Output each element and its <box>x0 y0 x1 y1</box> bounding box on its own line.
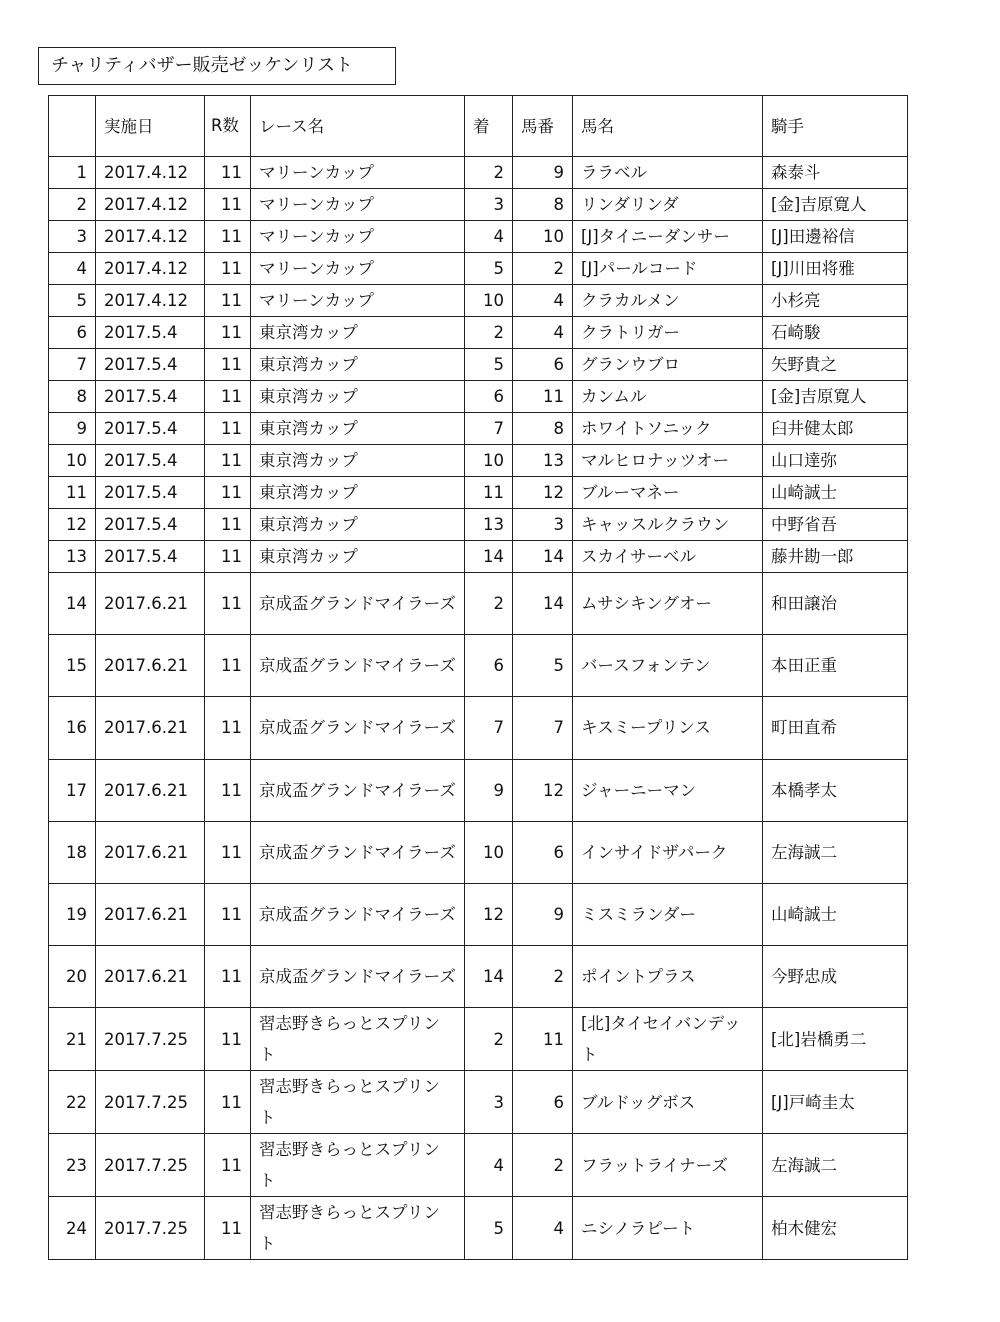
cell-horse-number: 14 <box>513 541 573 573</box>
cell-date: 2017.5.4 <box>96 349 205 381</box>
cell-horse-number: 10 <box>513 221 573 253</box>
cell-race-name: 東京湾カップ <box>251 381 465 413</box>
cell-finish: 9 <box>465 759 513 821</box>
cell-finish: 10 <box>465 285 513 317</box>
table-row <box>49 157 908 189</box>
cell-date: 2017.5.4 <box>96 381 205 413</box>
cell-row-number: 17 <box>49 759 96 821</box>
cell-race-name: マリーンカップ <box>251 221 465 253</box>
cell-horse-number: 8 <box>513 189 573 221</box>
cell-finish: 7 <box>465 413 513 445</box>
cell-horse-number: 4 <box>513 1197 573 1260</box>
table-row <box>49 573 908 635</box>
cell-race-name: 東京湾カップ <box>251 413 465 445</box>
cell-finish: 12 <box>465 883 513 945</box>
table-row <box>49 883 908 945</box>
table-row <box>49 759 908 821</box>
cell-row-number: 20 <box>49 946 96 1008</box>
cell-jockey: 左海誠二 <box>763 1134 908 1197</box>
cell-jockey: 小杉亮 <box>763 285 908 317</box>
cell-race-name: マリーンカップ <box>251 285 465 317</box>
cell-date: 2017.6.21 <box>96 635 205 697</box>
cell-date: 2017.6.21 <box>96 697 205 759</box>
table-row <box>49 349 908 381</box>
cell-race-number: 11 <box>205 635 251 697</box>
cell-jockey: 柏木健宏 <box>763 1197 908 1260</box>
cell-race-number: 11 <box>205 759 251 821</box>
cell-date: 2017.6.21 <box>96 759 205 821</box>
cell-horse-name: バースフォンテン <box>573 635 763 697</box>
cell-date: 2017.7.25 <box>96 1134 205 1197</box>
table-row <box>49 635 908 697</box>
cell-horse-number: 5 <box>513 635 573 697</box>
cell-horse-name: [J]タイニーダンサー <box>573 221 763 253</box>
cell-horse-name: インサイドザパーク <box>573 821 763 883</box>
cell-finish: 4 <box>465 221 513 253</box>
cell-race-name: 京成盃グランドマイラーズ <box>251 573 465 635</box>
cell-horse-number: 2 <box>513 1134 573 1197</box>
cell-race-name: 東京湾カップ <box>251 317 465 349</box>
cell-horse-name: ブルドッグボス <box>573 1071 763 1134</box>
cell-date: 2017.6.21 <box>96 883 205 945</box>
cell-horse-name: グランウブロ <box>573 349 763 381</box>
table-row <box>49 317 908 349</box>
cell-jockey: 山崎誠士 <box>763 477 908 509</box>
cell-horse-name: ミスミランダー <box>573 883 763 945</box>
cell-finish: 14 <box>465 541 513 573</box>
cell-race-name: 京成盃グランドマイラーズ <box>251 883 465 945</box>
cell-horse-name: クラカルメン <box>573 285 763 317</box>
cell-date: 2017.5.4 <box>96 413 205 445</box>
cell-jockey: [北]岩橋勇二 <box>763 1008 908 1071</box>
cell-jockey: 和田譲治 <box>763 573 908 635</box>
cell-date: 2017.4.12 <box>96 253 205 285</box>
cell-date: 2017.7.25 <box>96 1071 205 1134</box>
document-title: チャリティバザー販売ゼッケンリスト <box>38 47 396 85</box>
cell-finish: 13 <box>465 509 513 541</box>
table-row <box>49 541 908 573</box>
cell-horse-number: 12 <box>513 477 573 509</box>
cell-race-name: 習志野きらっとスプリント <box>251 1071 465 1134</box>
cell-jockey: 石崎駿 <box>763 317 908 349</box>
cell-horse-number: 8 <box>513 413 573 445</box>
cell-horse-name: キャッスルクラウン <box>573 509 763 541</box>
cell-horse-number: 6 <box>513 821 573 883</box>
cell-horse-number: 7 <box>513 697 573 759</box>
cell-horse-name: ムサシキングオー <box>573 573 763 635</box>
cell-jockey: 中野省吾 <box>763 509 908 541</box>
cell-row-number: 12 <box>49 509 96 541</box>
cell-horse-name: キスミープリンス <box>573 697 763 759</box>
cell-date: 2017.7.25 <box>96 1008 205 1071</box>
cell-horse-number: 12 <box>513 759 573 821</box>
cell-race-name: 習志野きらっとスプリント <box>251 1197 465 1260</box>
cell-row-number: 6 <box>49 317 96 349</box>
cell-row-number: 8 <box>49 381 96 413</box>
cell-jockey: 矢野貴之 <box>763 349 908 381</box>
header-horse-number: 馬番 <box>513 96 573 157</box>
cell-row-number: 3 <box>49 221 96 253</box>
cell-finish: 5 <box>465 1197 513 1260</box>
cell-jockey: 森泰斗 <box>763 157 908 189</box>
cell-race-number: 11 <box>205 445 251 477</box>
cell-row-number: 10 <box>49 445 96 477</box>
cell-jockey: [金]吉原寛人 <box>763 189 908 221</box>
cell-row-number: 7 <box>49 349 96 381</box>
cell-date: 2017.6.21 <box>96 821 205 883</box>
cell-jockey: [J]戸崎圭太 <box>763 1071 908 1134</box>
cell-horse-number: 4 <box>513 285 573 317</box>
table-row <box>49 477 908 509</box>
cell-finish: 4 <box>465 1134 513 1197</box>
cell-finish: 2 <box>465 573 513 635</box>
cell-horse-name: リンダリンダ <box>573 189 763 221</box>
cell-horse-name: ブルーマネー <box>573 477 763 509</box>
cell-race-number: 11 <box>205 883 251 945</box>
header-no <box>49 96 96 157</box>
cell-race-name: マリーンカップ <box>251 157 465 189</box>
cell-finish: 14 <box>465 946 513 1008</box>
cell-jockey: 藤井勘一郎 <box>763 541 908 573</box>
cell-finish: 2 <box>465 1008 513 1071</box>
cell-jockey: 左海誠二 <box>763 821 908 883</box>
cell-race-number: 11 <box>205 349 251 381</box>
cell-date: 2017.5.4 <box>96 317 205 349</box>
header-race-name: レース名 <box>251 96 465 157</box>
header-jockey: 騎手 <box>763 96 908 157</box>
cell-date: 2017.7.25 <box>96 1197 205 1260</box>
header-date: 実施日 <box>96 96 205 157</box>
cell-horse-number: 9 <box>513 157 573 189</box>
cell-race-number: 11 <box>205 1134 251 1197</box>
cell-row-number: 1 <box>49 157 96 189</box>
cell-race-number: 11 <box>205 573 251 635</box>
cell-horse-number: 13 <box>513 445 573 477</box>
cell-row-number: 18 <box>49 821 96 883</box>
cell-race-name: マリーンカップ <box>251 253 465 285</box>
cell-race-number: 11 <box>205 1008 251 1071</box>
cell-horse-name: [北]タイセイバンデット <box>573 1008 763 1071</box>
cell-horse-name: ララベル <box>573 157 763 189</box>
cell-jockey: [J]川田将雅 <box>763 253 908 285</box>
cell-finish: 2 <box>465 157 513 189</box>
cell-horse-number: 2 <box>513 946 573 1008</box>
cell-race-number: 11 <box>205 477 251 509</box>
cell-finish: 6 <box>465 635 513 697</box>
cell-horse-number: 11 <box>513 1008 573 1071</box>
cell-finish: 3 <box>465 1071 513 1134</box>
cell-row-number: 14 <box>49 573 96 635</box>
cell-horse-name: クラトリガー <box>573 317 763 349</box>
cell-date: 2017.6.21 <box>96 946 205 1008</box>
table-row <box>49 381 908 413</box>
table-row <box>49 697 908 759</box>
cell-race-number: 11 <box>205 317 251 349</box>
cell-race-number: 11 <box>205 1197 251 1260</box>
table-row <box>49 1197 908 1260</box>
cell-race-name: 京成盃グランドマイラーズ <box>251 697 465 759</box>
cell-row-number: 23 <box>49 1134 96 1197</box>
cell-jockey: 臼井健太郎 <box>763 413 908 445</box>
cell-jockey: [金]吉原寛人 <box>763 381 908 413</box>
cell-jockey: 今野忠成 <box>763 946 908 1008</box>
cell-row-number: 24 <box>49 1197 96 1260</box>
header-race-number: R数 <box>205 96 251 157</box>
cell-jockey: 山崎誠士 <box>763 883 908 945</box>
cell-race-name: 京成盃グランドマイラーズ <box>251 635 465 697</box>
cell-horse-name: カンムル <box>573 381 763 413</box>
cell-horse-number: 11 <box>513 381 573 413</box>
cell-date: 2017.4.12 <box>96 189 205 221</box>
cell-horse-number: 6 <box>513 1071 573 1134</box>
cell-race-name: 京成盃グランドマイラーズ <box>251 759 465 821</box>
cell-horse-number: 6 <box>513 349 573 381</box>
cell-row-number: 16 <box>49 697 96 759</box>
cell-race-number: 11 <box>205 821 251 883</box>
cell-row-number: 4 <box>49 253 96 285</box>
cell-race-name: 京成盃グランドマイラーズ <box>251 946 465 1008</box>
cell-jockey: 町田直希 <box>763 697 908 759</box>
cell-race-number: 11 <box>205 697 251 759</box>
cell-race-number: 11 <box>205 157 251 189</box>
table-row <box>49 285 908 317</box>
cell-row-number: 11 <box>49 477 96 509</box>
cell-finish: 10 <box>465 445 513 477</box>
table-row <box>49 221 908 253</box>
table-row <box>49 413 908 445</box>
cell-finish: 2 <box>465 317 513 349</box>
cell-horse-name: [J]パールコード <box>573 253 763 285</box>
cell-finish: 10 <box>465 821 513 883</box>
cell-date: 2017.4.12 <box>96 285 205 317</box>
cell-race-name: 東京湾カップ <box>251 477 465 509</box>
cell-race-number: 11 <box>205 541 251 573</box>
table-row <box>49 253 908 285</box>
table-row <box>49 189 908 221</box>
cell-horse-number: 2 <box>513 253 573 285</box>
cell-date: 2017.5.4 <box>96 477 205 509</box>
cell-race-number: 11 <box>205 221 251 253</box>
cell-race-number: 11 <box>205 253 251 285</box>
cell-race-number: 11 <box>205 381 251 413</box>
cell-finish: 6 <box>465 381 513 413</box>
cell-finish: 3 <box>465 189 513 221</box>
cell-row-number: 19 <box>49 883 96 945</box>
cell-jockey: 山口達弥 <box>763 445 908 477</box>
cell-race-name: マリーンカップ <box>251 189 465 221</box>
cell-finish: 11 <box>465 477 513 509</box>
cell-date: 2017.4.12 <box>96 157 205 189</box>
table-row <box>49 821 908 883</box>
cell-race-name: 京成盃グランドマイラーズ <box>251 821 465 883</box>
cell-horse-name: マルヒロナッツオー <box>573 445 763 477</box>
cell-race-name: 習志野きらっとスプリント <box>251 1008 465 1071</box>
cell-horse-name: ニシノラピート <box>573 1197 763 1260</box>
cell-finish: 7 <box>465 697 513 759</box>
cell-race-name: 東京湾カップ <box>251 349 465 381</box>
cell-race-number: 11 <box>205 285 251 317</box>
cell-horse-number: 4 <box>513 317 573 349</box>
header-row <box>49 96 908 157</box>
cell-date: 2017.6.21 <box>96 573 205 635</box>
cell-race-number: 11 <box>205 189 251 221</box>
zekken-list-table <box>48 95 908 1260</box>
cell-horse-name: ポイントプラス <box>573 946 763 1008</box>
cell-horse-name: ジャーニーマン <box>573 759 763 821</box>
cell-date: 2017.4.12 <box>96 221 205 253</box>
cell-row-number: 13 <box>49 541 96 573</box>
cell-horse-number: 14 <box>513 573 573 635</box>
header-finish: 着 <box>465 96 513 157</box>
cell-jockey: 本田正重 <box>763 635 908 697</box>
cell-horse-name: ホワイトソニック <box>573 413 763 445</box>
cell-race-name: 習志野きらっとスプリント <box>251 1134 465 1197</box>
cell-race-name: 東京湾カップ <box>251 445 465 477</box>
cell-horse-name: フラットライナーズ <box>573 1134 763 1197</box>
cell-race-name: 東京湾カップ <box>251 509 465 541</box>
cell-row-number: 15 <box>49 635 96 697</box>
table-row <box>49 1071 908 1134</box>
cell-race-name: 東京湾カップ <box>251 541 465 573</box>
table-row <box>49 946 908 1008</box>
cell-jockey: 本橋孝太 <box>763 759 908 821</box>
cell-finish: 5 <box>465 253 513 285</box>
cell-race-number: 11 <box>205 509 251 541</box>
cell-row-number: 21 <box>49 1008 96 1071</box>
table-row <box>49 509 908 541</box>
table-row <box>49 445 908 477</box>
cell-race-number: 11 <box>205 946 251 1008</box>
cell-row-number: 9 <box>49 413 96 445</box>
cell-horse-number: 9 <box>513 883 573 945</box>
cell-race-number: 11 <box>205 413 251 445</box>
table-row <box>49 1134 908 1197</box>
cell-date: 2017.5.4 <box>96 445 205 477</box>
cell-date: 2017.5.4 <box>96 509 205 541</box>
cell-row-number: 22 <box>49 1071 96 1134</box>
cell-horse-number: 3 <box>513 509 573 541</box>
cell-race-number: 11 <box>205 1071 251 1134</box>
cell-finish: 5 <box>465 349 513 381</box>
cell-row-number: 5 <box>49 285 96 317</box>
cell-row-number: 2 <box>49 189 96 221</box>
cell-horse-name: スカイサーベル <box>573 541 763 573</box>
cell-jockey: [J]田邊裕信 <box>763 221 908 253</box>
cell-date: 2017.5.4 <box>96 541 205 573</box>
header-horse-name: 馬名 <box>573 96 763 157</box>
table-row <box>49 1008 908 1071</box>
